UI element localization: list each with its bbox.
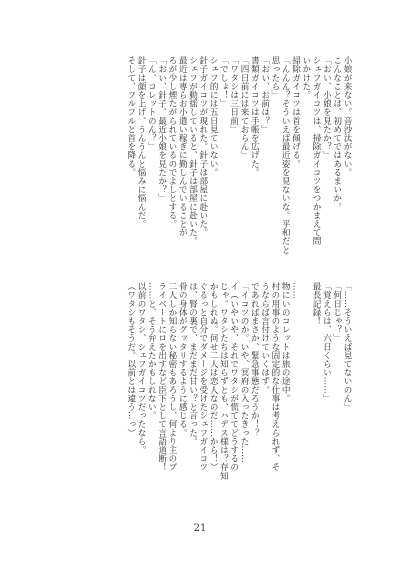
text-line: 最近は専らお小遣い稼ぎに勤しんでいることが (177, 56, 188, 237)
text-line: 骨の身体がグッタリするように感じる。 (177, 282, 188, 437)
text-line: 「ん、コレットのん？」 (146, 56, 157, 151)
text-line: ……と、そう弁えたかもしれない。 (146, 282, 157, 420)
text-line: 「おい、お前は？」 (259, 56, 270, 134)
text-line: であればまさか、緊急事態だろうか！？ (249, 282, 260, 437)
text-line: 以前のワタシ、シェフガイコツだったなら。 (136, 282, 147, 454)
text-line: うならば言付けていくはず。 (259, 282, 270, 394)
text-line: こんなことは、初めてではあるまいか。 (331, 56, 342, 211)
text-line: いかけた。 (300, 56, 311, 99)
text-line: 「おい、針子、最近小娘を見たか？」 (156, 56, 167, 203)
text-line: 「……そういえば見てないのん」 (342, 282, 352, 411)
text-line: 「おい、小娘を見たか？」 (321, 56, 332, 160)
text-line: 物にいのコレットは旅の途中。 (280, 282, 291, 403)
text-line: 村の用事のような固定的な仕事は考えられず、そ (269, 282, 280, 472)
text-line: じゃ。ワタシたちは知らずとも、ハデス様は？存知 (218, 282, 229, 480)
text-line: 二人しか知らない秘密もあろうし、何より主のプ (166, 282, 177, 472)
text-line: 「覚えらは、六日くらい……」 (321, 282, 332, 403)
text-line: そして、フルフルと首を降る。 (125, 56, 136, 177)
page-number: 21 (193, 523, 207, 534)
text-line: 小娘が来ない。音沙汰がない。 (342, 56, 352, 177)
text-line: 掃除ガイコツは首を傾げる。 (290, 56, 301, 168)
text-line: 書類ガイコツは手帳を広げた。 (249, 56, 260, 177)
text-line: 「四日前には来ておらん」 (239, 56, 250, 160)
text-line: 針子は顔を上げ、うんうんと悩みに悩んだ。 (136, 56, 147, 228)
text-line: ろが少し煙たがられているのでよしとする。 (166, 56, 177, 228)
text-line: 「んんん？そういえば最近姿を見ないな。平和だと (280, 56, 291, 254)
text-line: シェフ的には五日見ていない。 (208, 56, 219, 177)
text-line: 「でしょ！」 (218, 56, 229, 108)
lower-text-block (54, 282, 352, 489)
text-line: 針子ガイコツが現れた。針子は部屋に赴いた。 (197, 56, 208, 237)
text-line: 「ワタシは三日前」 (228, 56, 239, 134)
text-line: ぐるっと自分でダメージを受けたシェフガイコツ (197, 282, 208, 472)
text-line: かもしれぬ。何せ二人は恋人なのだ……から！） (208, 282, 219, 472)
text-line: は、腎の裏で、まだまだ甘い？と言った。 (187, 282, 198, 446)
text-line: イ（いやいや、それでワタシが慌ててどうするの (228, 282, 239, 472)
text-line: ライベートにロを出すなど臣下として言語道断！ (156, 282, 167, 472)
text-line: 「イコツのか。いや、冥府の入ったきった…… (239, 282, 250, 463)
text-line: 「何日じゃ？」 (331, 282, 342, 343)
text-line: （ワタシもそうだ。以前とは違う…っ） (125, 282, 136, 437)
text-line: 思ったら」 (269, 56, 280, 99)
upper-text-block (54, 56, 352, 274)
blank-line (301, 282, 311, 489)
text-line: …… (290, 282, 301, 300)
text-line: 最長記録！ (311, 282, 322, 325)
text-line: シェフガイコツは、掃除ガイコツをつかまえて問 (311, 56, 322, 246)
text-line: シェフが動揺していると、針子は部屋に赴いた。 (187, 56, 198, 246)
